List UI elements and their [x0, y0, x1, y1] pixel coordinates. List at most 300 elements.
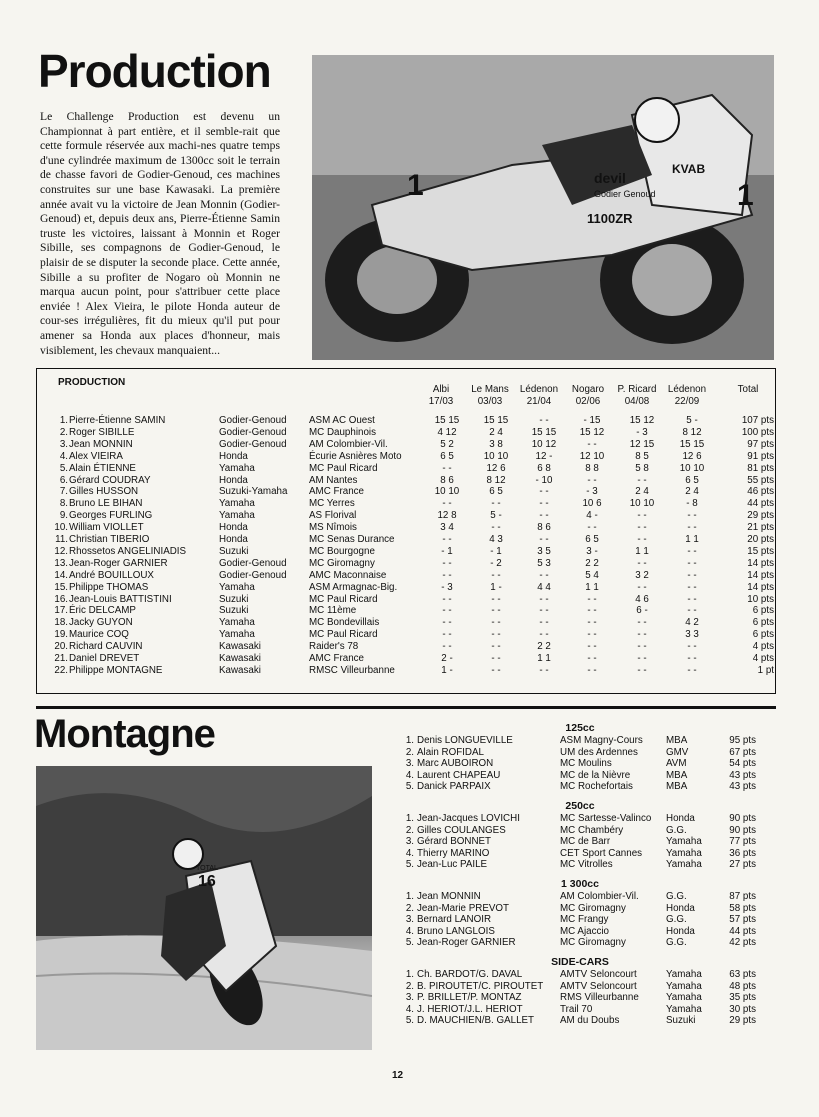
result-position: 2.	[405, 824, 414, 836]
result-total: 35 pts	[729, 992, 756, 1004]
rider-club: RMSC Villeurbanne	[309, 664, 395, 676]
rider-name: Jean-Roger GARNIER	[69, 557, 168, 569]
round-score: - 3	[636, 426, 648, 438]
table-row	[40, 582, 775, 594]
rider-club: MC Bondevillais	[309, 617, 380, 629]
round-score: 8 12	[486, 474, 506, 486]
round-score: 12 10	[579, 450, 605, 462]
round-score: 4 4	[537, 581, 551, 593]
rider-position: 15.	[54, 581, 68, 593]
rider-position: 4.	[59, 450, 68, 462]
round-score: - 8	[686, 498, 698, 510]
rider-position: 16.	[54, 593, 68, 605]
rider-make: Godier-Genoud	[219, 557, 287, 569]
rider-name: Éric DELCAMP	[69, 605, 136, 617]
rider-total: 100 pts	[741, 426, 774, 438]
result-total: 44 pts	[729, 925, 756, 937]
rider-make: Yamaha	[219, 581, 255, 593]
table-row	[40, 451, 775, 463]
result-make: Yamaha	[666, 836, 702, 848]
table-row	[40, 570, 775, 582]
rider-position: 2.	[59, 426, 68, 438]
rider-make: Yamaha	[219, 617, 255, 629]
table-row	[40, 439, 775, 451]
round-score: 5 2	[440, 438, 454, 450]
round-score: - -	[491, 664, 501, 676]
round-score: 5 4	[585, 569, 599, 581]
round-score: - -	[442, 462, 452, 474]
production-race-photo	[312, 55, 774, 360]
result-make: MBA	[666, 781, 688, 793]
round-score: 8 6	[537, 522, 551, 534]
round-header-le-mans: Le Mans 03/03	[471, 384, 509, 407]
result-make: Yamaha	[666, 1003, 702, 1015]
list-item	[400, 891, 776, 903]
table-row	[40, 510, 775, 522]
rider-position: 22.	[54, 664, 68, 676]
rider-total: 6 pts	[752, 605, 774, 617]
round-score: - -	[587, 664, 597, 676]
round-score: 15 15	[531, 426, 557, 438]
rider-name: Maurice COQ	[69, 629, 129, 641]
round-score: 8 5	[635, 450, 649, 462]
rider-position: 7.	[59, 486, 68, 498]
rider-name: André BOUILLOUX	[69, 569, 154, 581]
result-make: MBA	[666, 769, 688, 781]
result-name: Jean-Jacques LOVICHI	[417, 813, 520, 824]
rider-position: 11.	[55, 534, 68, 545]
table-row	[40, 498, 775, 510]
result-total: 48 pts	[729, 980, 756, 992]
round-score: - -	[687, 664, 697, 676]
result-name: Jean-Marie PREVOT	[417, 902, 510, 914]
round-score: 3 2	[635, 569, 649, 581]
category-heading: 1 300cc	[561, 878, 599, 890]
round-score: 3 8	[489, 438, 503, 450]
rider-name: Philippe MONTAGNE	[69, 664, 163, 676]
result-club: AM Colombier-Vil.	[560, 891, 639, 902]
round-score: 12 6	[682, 450, 702, 462]
result-position: 5.	[405, 937, 414, 949]
round-score: 1 -	[490, 581, 502, 593]
list-item	[400, 914, 776, 926]
result-club: MC Moulins	[560, 758, 612, 770]
round-score: - -	[539, 664, 549, 676]
rider-make: Honda	[219, 474, 248, 486]
result-name: D. MAUCHIEN/B. GALLET	[417, 1015, 535, 1027]
photo-sponsor-total: TOTAL	[196, 865, 218, 872]
rider-make: Godier-Genoud	[219, 426, 287, 438]
result-name: Jean MONNIN	[417, 891, 481, 902]
result-make: G.G.	[666, 824, 687, 836]
rider-make: Godier-Genoud	[219, 438, 287, 450]
list-item	[400, 770, 776, 782]
list-item	[400, 937, 776, 949]
round-score: - -	[687, 557, 697, 569]
result-position: 3.	[405, 836, 414, 848]
result-total: 90 pts	[729, 824, 756, 836]
round-score: - -	[637, 617, 647, 629]
round-score: 4 12	[437, 426, 457, 438]
round-score: - -	[491, 498, 501, 510]
list-item	[400, 981, 776, 993]
table-row	[40, 522, 775, 534]
result-position: 3.	[405, 914, 414, 926]
result-club: MC Chambéry	[560, 824, 624, 836]
round-score: - -	[587, 593, 597, 605]
list-item	[400, 747, 776, 759]
rider-club: MC Dauphinois	[309, 426, 376, 438]
rider-club: Raider's 78	[309, 641, 359, 653]
rider-total: 6 pts	[752, 629, 774, 641]
round-score: - -	[491, 617, 501, 629]
rider-make: Godier-Genoud	[219, 415, 287, 426]
result-position: 4.	[405, 925, 414, 937]
list-item	[400, 825, 776, 837]
montagne-race-photo	[36, 766, 372, 1050]
list-item	[400, 1015, 776, 1027]
round-header-ledenon-1: Lédenon 21/04	[519, 384, 559, 407]
result-position: 5.	[405, 1015, 414, 1027]
production-table-title: PRODUCTION	[58, 377, 126, 388]
result-position: 1.	[405, 813, 414, 824]
round-score: 3 5	[537, 545, 551, 557]
round-score: - -	[587, 438, 597, 450]
rider-total: 4 pts	[752, 653, 774, 664]
round-header-nogaro: Nogaro 02/06	[571, 384, 605, 407]
rider-name: Gérard COUDRAY	[69, 474, 151, 486]
round-score: 12 8	[437, 510, 457, 522]
result-position: 4.	[405, 847, 414, 859]
result-make: MBA	[666, 735, 688, 746]
production-intro-text: Le Challenge Production est devenu un Championnat à part entière, et il semble-rait que cette formule réservée aux machi-nes quatre temps d'une cylindrée maximum de 1300cc soit le terrain de chasse favori de Godier-Genoud, ces machines construites sur une base Kawasaki. La première année avait vu la victoire de Jean Monnin (Godier-Genoud) et, depuis deux ans, Pierre-Étienne Samin truste les victoires, laissant à Monnin et Roger Sibille, ses compagnons de Godier-Genoud, le plaisir de se disputer la seconde place. Cette année, Sibille a su profiter de Nogaro où Monnin ne marqua aucun point, pour s'attribuer cette place enviée ! Alex Vieira, le pilote Honda auteur de cour-ses irrégulières, fit du mieux qu'il put pour amener sa Honda aux places d'honneur, mais visiblement, les chevaux manquaient...	[40, 110, 280, 357]
rider-position: 5.	[59, 462, 68, 474]
result-position: 2.	[405, 746, 414, 758]
rider-total: 44 pts	[747, 498, 774, 510]
rider-make: Suzuki	[219, 605, 249, 617]
photo-number-front: 1	[737, 179, 754, 212]
photo-model-label: 1100ZR	[587, 211, 633, 226]
table-row	[40, 641, 775, 653]
round-score: 8 8	[585, 462, 599, 474]
list-item	[400, 903, 776, 915]
rider-name: William VIOLLET	[69, 522, 144, 534]
rider-total: 6 pts	[752, 617, 774, 629]
round-score: 3 -	[586, 545, 598, 557]
rider-position: 1.	[59, 415, 68, 426]
rider-club: AMC France	[309, 486, 364, 498]
rider-total: 14 pts	[747, 569, 774, 581]
list-item	[400, 992, 776, 1004]
result-name: Gérard BONNET	[417, 836, 492, 848]
round-score: - -	[587, 617, 597, 629]
round-score: 4 -	[586, 510, 598, 522]
result-club: RMS Villeurbanne	[560, 992, 639, 1004]
result-name: Ch. BARDOT/G. DAVAL	[417, 969, 523, 980]
result-position: 4.	[405, 769, 414, 781]
motorcycle-illustration	[312, 55, 774, 360]
rider-name: Daniel DREVET	[69, 653, 140, 664]
result-club: MC Giromagny	[560, 902, 626, 914]
result-club: MC Rochefortais	[560, 781, 633, 793]
rider-make: Kawasaki	[219, 653, 261, 664]
round-score: - -	[687, 593, 697, 605]
round-score: 3 3	[685, 629, 699, 641]
result-name: Denis LONGUEVILLE	[417, 735, 513, 746]
rider-total: 46 pts	[747, 486, 774, 498]
rider-position: 6.	[59, 474, 68, 486]
list-item	[400, 969, 776, 981]
round-score: - -	[539, 510, 549, 522]
rider-name: Jean-Louis BATTISTINI	[69, 593, 172, 605]
round-score: - -	[539, 605, 549, 617]
round-score: - -	[687, 605, 697, 617]
montagne-title: Montagne	[34, 712, 215, 756]
rider-club: MC Yerres	[309, 498, 355, 510]
rider-total: 55 pts	[747, 474, 774, 486]
round-score: - -	[687, 653, 697, 664]
round-score: - -	[442, 593, 452, 605]
table-row	[40, 475, 775, 487]
result-club: MC Ajaccio	[560, 925, 609, 937]
round-score: - 15	[583, 415, 601, 426]
round-score: 10 6	[582, 498, 602, 510]
rider-position: 21.	[54, 653, 68, 664]
rider-club: AS Florival	[309, 510, 357, 522]
round-score: - 10	[535, 474, 553, 486]
round-score: 6 5	[685, 474, 699, 486]
round-score: 10 10	[434, 486, 460, 498]
result-name: P. BRILLET/P. MONTAZ	[417, 992, 522, 1004]
rider-make: Yamaha	[219, 510, 255, 522]
list-item	[400, 859, 776, 871]
rider-position: 10.	[54, 522, 68, 534]
rider-make: Honda	[219, 534, 248, 545]
photo-number-rear: 1	[407, 169, 424, 202]
result-total: 54 pts	[729, 758, 756, 770]
rider-club: MS Nîmois	[309, 522, 357, 534]
result-total: 43 pts	[729, 781, 756, 793]
round-score: - -	[587, 605, 597, 617]
table-row	[40, 617, 775, 629]
round-score: 1 1	[537, 653, 551, 664]
hillclimb-illustration	[36, 766, 372, 1050]
round-score: - -	[491, 641, 501, 653]
round-score: 5 8	[635, 462, 649, 474]
result-position: 2.	[405, 980, 414, 992]
result-club: MC de la Nièvre	[560, 769, 631, 781]
round-score: 6 5	[585, 534, 599, 545]
result-name: Thierry MARINO	[417, 847, 490, 859]
rider-make: Yamaha	[219, 498, 255, 510]
result-name: Marc AUBOIRON	[417, 758, 494, 770]
rider-club: MC Giromagny	[309, 557, 375, 569]
round-score: 15 15	[483, 415, 509, 426]
round-score: - -	[539, 629, 549, 641]
round-score: - -	[442, 498, 452, 510]
round-score: - -	[687, 545, 697, 557]
round-score: 4 3	[489, 534, 503, 545]
rider-total: 1 pt	[757, 664, 774, 676]
round-score: - 3	[586, 486, 598, 498]
result-position: 1.	[405, 891, 414, 902]
result-make: Yamaha	[666, 847, 702, 859]
round-score: - -	[491, 522, 501, 534]
round-score: - -	[637, 522, 647, 534]
round-score: - -	[637, 534, 647, 545]
result-total: 57 pts	[729, 914, 756, 926]
round-score: - -	[587, 629, 597, 641]
round-score: - -	[442, 641, 452, 653]
rider-total: 15 pts	[747, 545, 774, 557]
round-score: - -	[491, 653, 501, 664]
round-score: 6 -	[636, 605, 648, 617]
rider-total: 91 pts	[747, 450, 774, 462]
round-score: - -	[637, 581, 647, 593]
result-position: 1.	[405, 735, 414, 746]
rider-name: Alex VIEIRA	[69, 450, 123, 462]
rider-total: 29 pts	[747, 510, 774, 522]
result-make: Yamaha	[666, 992, 702, 1004]
round-score: 2 2	[537, 641, 551, 653]
table-row	[40, 629, 775, 641]
round-score: - -	[587, 474, 597, 486]
rider-club: AMC France	[309, 653, 364, 664]
round-score: - 2	[490, 557, 502, 569]
round-score: - -	[442, 534, 452, 545]
round-score: 10 10	[629, 498, 655, 510]
rider-total: 14 pts	[747, 557, 774, 569]
rider-position: 18.	[54, 617, 68, 629]
round-score: - -	[539, 486, 549, 498]
round-score: - -	[637, 510, 647, 522]
category-heading: 250cc	[565, 800, 595, 812]
result-position: 4.	[405, 1003, 414, 1015]
result-make: Suzuki	[666, 1015, 696, 1027]
result-make: Yamaha	[666, 980, 702, 992]
result-make: G.G.	[666, 914, 687, 926]
result-club: UM des Ardennes	[560, 746, 638, 758]
round-score: 5 -	[686, 415, 698, 426]
rider-club: AM Nantes	[309, 474, 358, 486]
round-score: - -	[442, 557, 452, 569]
result-total: 90 pts	[729, 813, 756, 824]
round-header-albi: Albi 17/03	[428, 384, 454, 407]
photo-sponsor-devil: devil	[594, 170, 626, 186]
result-name: Alain ROFIDAL	[417, 746, 484, 758]
rider-total: 81 pts	[747, 462, 774, 474]
rider-make: Suzuki-Yamaha	[219, 486, 288, 498]
rider-total: 107 pts	[741, 415, 774, 426]
result-club: MC Frangy	[560, 914, 609, 926]
rider-position: 8.	[59, 498, 68, 510]
rider-name: Jean MONNIN	[69, 438, 133, 450]
production-title: Production	[38, 45, 271, 97]
round-score: - -	[687, 641, 697, 653]
result-make: Yamaha	[666, 859, 702, 871]
rider-make: Kawasaki	[219, 664, 261, 676]
round-score: 1 1	[635, 545, 649, 557]
rider-club: MC Senas Durance	[309, 534, 395, 545]
list-item	[400, 926, 776, 938]
rider-total: 97 pts	[747, 438, 774, 450]
rider-club: MC Bourgogne	[309, 545, 375, 557]
round-score: 5 3	[537, 557, 551, 569]
round-score: - -	[587, 522, 597, 534]
round-score: - -	[539, 593, 549, 605]
round-score: - -	[637, 474, 647, 486]
rider-club: MC Paul Ricard	[309, 593, 378, 605]
rider-club: AMC Maconnaise	[309, 569, 387, 581]
rider-name: Philippe THOMAS	[69, 581, 149, 593]
result-total: 77 pts	[729, 836, 756, 848]
round-score: - -	[442, 629, 452, 641]
rider-position: 14.	[54, 569, 68, 581]
result-name: Jean-Luc PAILE	[417, 859, 488, 871]
rider-name: Gilles HUSSON	[69, 486, 139, 498]
rider-position: 9.	[59, 510, 68, 522]
category-heading: 125cc	[565, 722, 595, 734]
round-score: - -	[539, 415, 549, 426]
table-row	[40, 558, 775, 570]
result-position: 1.	[405, 969, 414, 980]
round-score: 2 4	[685, 486, 699, 498]
round-score: 8 6	[440, 474, 454, 486]
round-score: - -	[587, 641, 597, 653]
round-score: - -	[637, 557, 647, 569]
result-make: GMV	[666, 746, 689, 758]
round-score: 4 2	[685, 617, 699, 629]
table-row	[40, 486, 775, 498]
round-score: 3 4	[440, 522, 454, 534]
result-make: Honda	[666, 902, 695, 914]
result-make: G.G.	[666, 891, 687, 902]
rider-position: 17.	[54, 605, 68, 617]
round-header-ledenon-2: Lédenon 22/09	[667, 384, 707, 407]
round-score: 6 5	[489, 486, 503, 498]
list-item	[400, 813, 776, 825]
rider-club: AM Colombier-Vil.	[309, 438, 388, 450]
rider-total: 14 pts	[747, 581, 774, 593]
rider-club: ASM Armagnac-Big.	[309, 581, 398, 593]
photo-sponsor-godier: Godier Genoud	[594, 189, 656, 199]
round-score: 2 2	[585, 557, 599, 569]
rider-name: Richard CAUVIN	[69, 641, 143, 653]
round-score: 2 4	[635, 486, 649, 498]
photo-sponsor-kvab: KVAB	[672, 162, 706, 176]
result-club: Trail 70	[560, 1003, 593, 1015]
rider-position: 13.	[54, 557, 68, 569]
round-score: 10 12	[531, 438, 557, 450]
result-total: 63 pts	[729, 969, 756, 980]
result-club: ASM Magny-Cours	[560, 735, 643, 746]
result-club: MC Sartesse-Valinco	[560, 813, 652, 824]
rider-make: Suzuki	[219, 593, 249, 605]
rider-position: 3.	[59, 438, 68, 450]
list-item	[400, 781, 776, 793]
round-score: - -	[491, 569, 501, 581]
rider-total: 4 pts	[752, 641, 774, 653]
result-name: B. PIROUTET/C. PIROUTET	[417, 980, 544, 992]
round-score: - 3	[441, 581, 453, 593]
table-row	[40, 463, 775, 475]
round-score: 12 -	[535, 450, 553, 462]
rider-club: MC 11ème	[309, 605, 357, 617]
result-total: 87 pts	[729, 891, 756, 902]
rider-club: ASM AC Ouest	[309, 415, 375, 426]
rider-position: 12.	[54, 545, 68, 557]
round-score: - -	[587, 653, 597, 664]
